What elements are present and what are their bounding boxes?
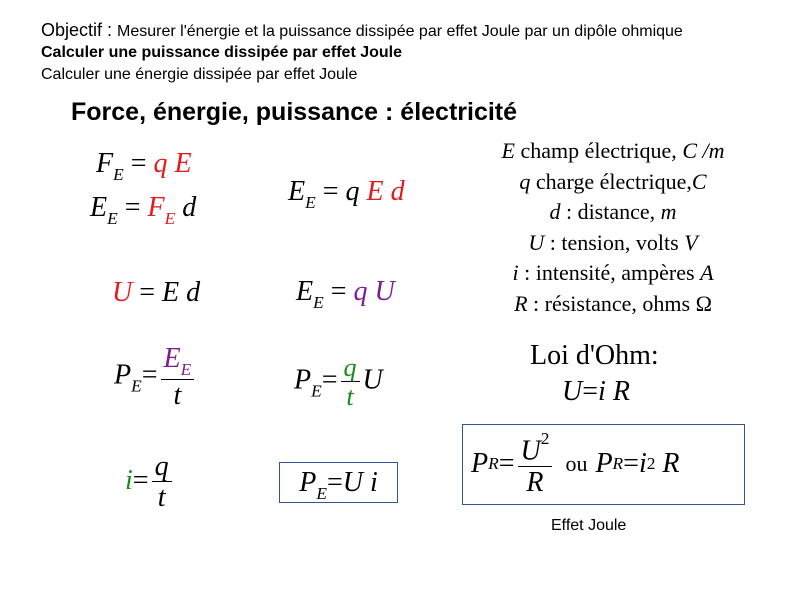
legend-unit: Ω [695, 290, 712, 316]
legend-text: charge électrique, [530, 168, 692, 194]
sym-E: E [366, 176, 384, 207]
legend-symbol: R [514, 290, 528, 316]
sym-U: U [112, 277, 133, 308]
legend-text: champ électrique, [514, 138, 683, 163]
objectif-text: Mesurer l'énergie et la puissance dissipée par effet Joule par un dipôle ohmique [117, 23, 683, 40]
numerator [161, 344, 195, 380]
numerator: q [341, 354, 360, 382]
equals: = [623, 448, 639, 479]
fraction [161, 344, 195, 410]
numerator: q [152, 452, 172, 482]
sub-E: E [107, 208, 118, 228]
sym-R: R [662, 448, 680, 479]
denominator: R [526, 467, 544, 499]
sym-U: U [562, 376, 583, 407]
effet-joule-label: Effet Joule [551, 517, 627, 534]
superscript-2: 2 [646, 454, 656, 473]
legend-unit: A [700, 260, 714, 285]
denominator: t [346, 382, 354, 412]
legend-symbol: d [549, 199, 561, 224]
sym-i: i [598, 376, 606, 407]
legend-unit: m [660, 199, 677, 224]
sym-F: F [96, 148, 114, 179]
formula-force [96, 148, 192, 185]
variable-legend [458, 136, 768, 319]
sym-U: U [520, 435, 541, 467]
equals: = [141, 359, 158, 391]
formula-tension [112, 277, 200, 309]
boxed-formula-power [279, 462, 398, 503]
denominator: t [173, 380, 182, 412]
legend-unit: C [691, 168, 707, 194]
boxed-formula-joule [462, 424, 745, 505]
legend-item [458, 197, 768, 228]
sub-E: E [131, 376, 142, 396]
equals: = [322, 176, 339, 207]
legend-item [458, 258, 768, 289]
legend-unit: V [684, 229, 698, 255]
joule-formulas [471, 429, 680, 499]
legend-text: : tension, volts [544, 229, 685, 255]
sub-E: E [113, 164, 124, 184]
ohm-law-title: Loi d'Ohm: [530, 340, 659, 371]
formula-power-qU [294, 354, 383, 411]
sym-q: q [345, 176, 360, 207]
legend-text: : résistance, ohms [527, 290, 696, 316]
sym-i: i [369, 467, 378, 498]
header-line-3: Calculer une énergie dissipée par effet Joule [41, 66, 358, 83]
legend-symbol: i [512, 260, 519, 285]
sym-U: U [342, 467, 363, 498]
sym-q: q [153, 148, 168, 179]
objectif-line [41, 20, 683, 41]
equals: = [321, 364, 338, 396]
sub-E: E [164, 208, 176, 228]
sym-i: i [638, 448, 647, 479]
sym-U: U [374, 276, 395, 307]
sub-R: R [488, 454, 499, 473]
sub-R: R [612, 454, 624, 473]
objectif-label: Objectif : [41, 20, 113, 40]
sym-d: d [186, 277, 201, 308]
sub-E: E [305, 192, 316, 212]
legend-symbol: q [519, 168, 531, 194]
equals: = [498, 448, 515, 479]
sym-E: E [163, 343, 181, 374]
sym-d: d [390, 176, 405, 207]
formula-power-energy [114, 344, 197, 410]
sub-E: E [311, 381, 322, 401]
sym-E: E [174, 148, 192, 179]
header-line-2: Calculer une puissance dissipée par effet Joule [41, 44, 403, 61]
sym-U: U [362, 364, 383, 396]
fraction [341, 354, 360, 411]
equals: = [326, 467, 343, 498]
numerator [518, 430, 553, 467]
sub-E: E [313, 292, 324, 312]
legend-unit: C /m [682, 138, 725, 163]
sym-F: F [147, 192, 165, 223]
equals: = [330, 276, 347, 307]
ohm-law-formula [562, 376, 630, 408]
sym-P: P [595, 448, 613, 479]
equals: = [130, 148, 147, 179]
word-ou: ou [565, 451, 588, 476]
formula-energy-qEd [288, 176, 405, 213]
superscript-2: 2 [540, 429, 550, 449]
sym-P: P [294, 364, 312, 396]
legend-text: : intensité, ampères [518, 260, 701, 285]
legend-symbol: U [528, 229, 545, 255]
sym-d: d [182, 192, 197, 223]
sym-P: P [471, 448, 489, 479]
denominator: t [157, 482, 166, 514]
legend-text: : distance, [560, 199, 661, 224]
sub-E: E [316, 483, 327, 503]
sym-E: E [90, 192, 108, 223]
formula-energy-qU [296, 276, 395, 313]
fraction [152, 452, 172, 513]
legend-symbol: E [501, 138, 515, 163]
legend-item [458, 228, 768, 259]
sym-q: q [353, 276, 368, 307]
equals: = [582, 376, 599, 407]
legend-item [458, 289, 768, 320]
formula-energy-force [90, 192, 196, 229]
sym-R: R [612, 376, 630, 407]
page-title: Force, énergie, puissance : électricité [71, 98, 518, 126]
legend-item [458, 136, 768, 167]
sym-E: E [288, 176, 306, 207]
sub-E: E [180, 359, 192, 379]
sym-i: i [125, 464, 133, 496]
sym-P: P [114, 359, 132, 391]
sym-E: E [162, 277, 180, 308]
fraction [518, 430, 553, 497]
legend-item [458, 167, 768, 198]
equals: = [132, 464, 149, 496]
formula-intensity [125, 452, 175, 513]
sym-E: E [296, 276, 314, 307]
equals: = [124, 192, 141, 223]
equals: = [139, 277, 156, 308]
sym-P: P [299, 467, 317, 498]
